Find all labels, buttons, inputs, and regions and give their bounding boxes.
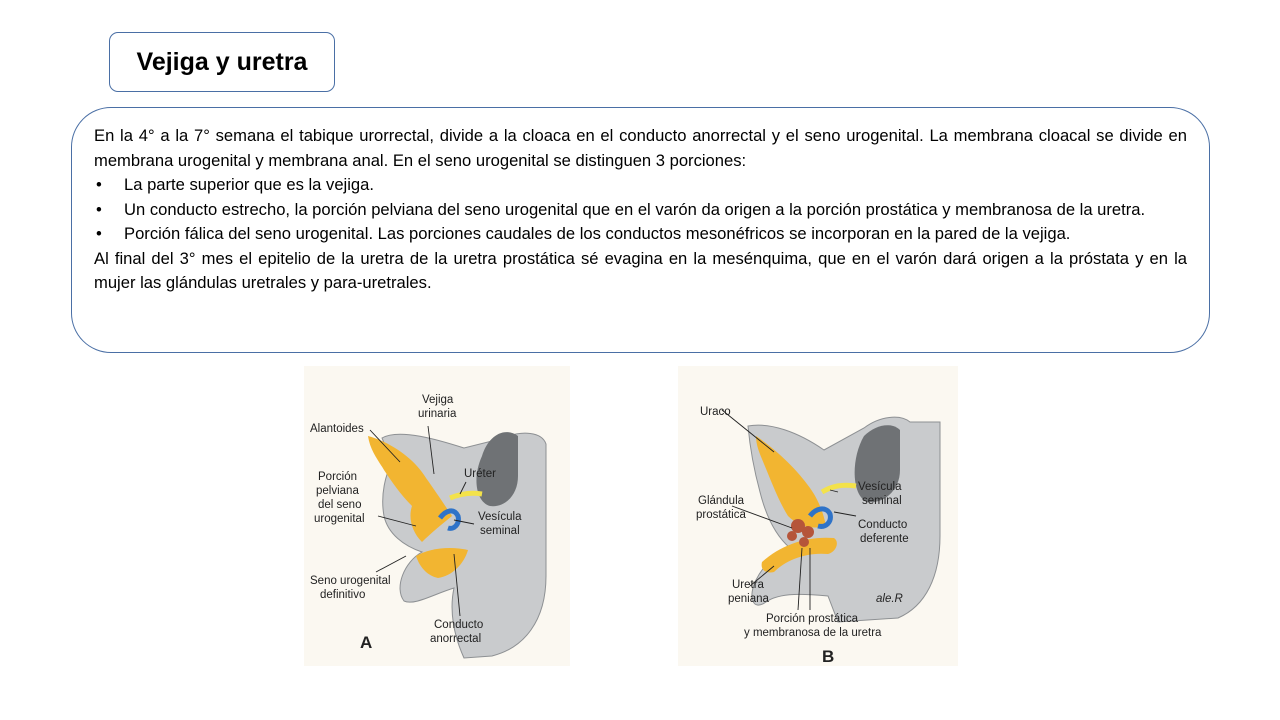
label-conducto-deferente: deferente (860, 533, 909, 545)
label-conducto-anorrectal: anorrectal (430, 633, 482, 645)
label-vesicula-seminal: Vesícula (478, 511, 522, 523)
label-porcion-pelviana: del seno (318, 499, 362, 511)
bullet-list (94, 173, 1187, 247)
label-vesicula-seminal: seminal (480, 525, 520, 537)
label-vejiga-urinaria: Vejiga (422, 394, 454, 406)
closing-paragraph: Al final del 3° mes el epitelio de la uretra de la uretra prostática sé evagina en la mesénquima, que en el varón dará origen a la próstata y en la mujer las glándulas uretrales y para-uretrales. (94, 248, 1187, 292)
label-alantoides: Alantoides (310, 423, 364, 435)
label-porcion-pelviana: pelviana (316, 485, 359, 497)
tissue-shape-b (748, 417, 940, 622)
artist-signature: ale.R (876, 593, 903, 605)
label-uretra-peniana: Uretra (732, 579, 764, 591)
label-conducto-deferente: Conducto (858, 519, 908, 531)
label-glandula-prostatica: Glándula (698, 495, 745, 507)
intro-paragraph: En la 4° a la 7° semana el tabique urorrectal, divide a la cloaca en el conducto anorrectal y el seno urogenital. La membrana cloacal se divide en membrana urogenital y membrana anal. En el seno urogenital se distinguen 3 porciones: (94, 126, 1187, 170)
figure-letter-b: B (822, 647, 835, 666)
label-ureter: Uréter (464, 468, 496, 480)
bullet-item: • Porción fálica del seno urogenital. Las porciones caudales de los conductos mesonéfricos se incorporan en la pared de la vejiga. (94, 222, 1187, 247)
label-uretra-peniana: peniana (728, 593, 769, 605)
leader-line (376, 556, 406, 572)
label-glandula-prostatica: prostática (696, 509, 746, 521)
slide-title: Vejiga y uretra (109, 32, 335, 92)
figure-a (304, 366, 570, 666)
label-uraco: Uraco (700, 406, 731, 418)
label-conducto-anorrectal: Conducto (434, 619, 484, 631)
label-vejiga-urinaria: urinaria (418, 408, 457, 420)
label-porcion-prostatica: y membranosa de la uretra (744, 627, 882, 639)
figure-b (678, 366, 958, 666)
label-porcion-pelviana: Porción (318, 471, 357, 483)
bullet-item: • Un conducto estrecho, la porción pelviana del seno urogenital que en el varón da origen a la porción prostática y membranosa de la uretra. (94, 198, 1187, 223)
label-vesicula-seminal: seminal (862, 495, 902, 507)
bullet-item: • La parte superior que es la vejiga. (94, 173, 1187, 198)
figure-b-drawing (678, 366, 958, 666)
text-panel (71, 107, 1210, 353)
label-porcion-pelviana: urogenital (314, 513, 365, 525)
label-seno-urogenital: definitivo (320, 589, 366, 601)
figure-letter-a: A (360, 633, 373, 652)
figure-a-drawing (304, 366, 570, 666)
label-seno-urogenital: Seno urogenital (310, 575, 391, 587)
label-vesicula-seminal: Vesícula (858, 481, 902, 493)
label-porcion-prostatica: Porción prostática (766, 613, 859, 625)
